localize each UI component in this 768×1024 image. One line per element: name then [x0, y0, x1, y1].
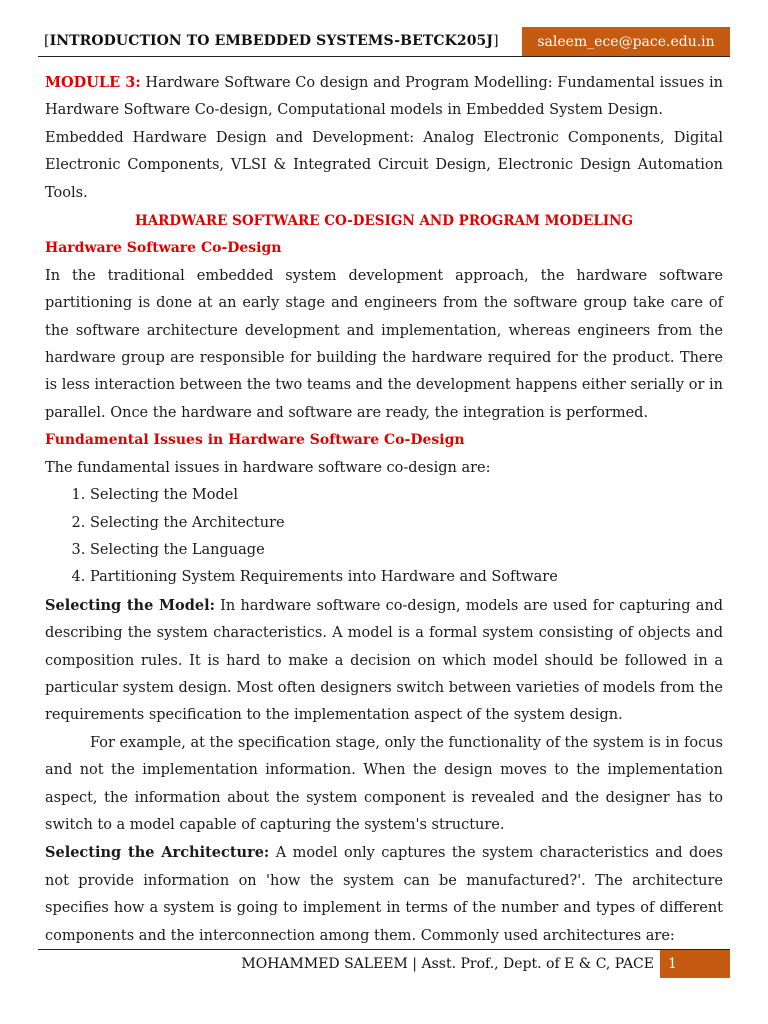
- footer-author: MOHAMMED SALEEM | Asst. Prof., Dept. of E & C, PACE: [241, 956, 654, 972]
- page-number: 1: [660, 950, 730, 978]
- list-item: 2. Selecting the Architecture: [90, 510, 723, 537]
- issues-list: [45, 482, 723, 592]
- issues-intro: The fundamental issues in hardware software co-design are:: [45, 459, 491, 476]
- page-footer: [38, 949, 730, 979]
- model-paragraph: Selecting the Model: In hardware software co-design, models are used for capturing and describing the system characteristics. A model is a formal system consisting of objects and composition rules. It is hard to make a decision on which model should be followed in a particular system design. Most often designers switch between varieties of models from the requirements specification to the implementation aspect of the system design.: [45, 596, 723, 724]
- module-label: MODULE 3:: [45, 74, 141, 91]
- example-paragraph: For example, at the specification stage, only the functionality of the system is in focus and not the implementation information. When the design moves to the implementation aspect, the information about the system component is revealed and the designer has to switch to a model capable of capturing the system's structure.: [45, 734, 723, 833]
- header-divider: [38, 56, 730, 57]
- architecture-label: Selecting the Architecture:: [45, 844, 270, 862]
- model-label: Selecting the Model:: [45, 596, 215, 614]
- list-item: 1. Selecting the Model: [90, 482, 723, 509]
- list-item: 3. Selecting the Language: [90, 537, 723, 564]
- page-header: [38, 27, 730, 57]
- footer-divider: [38, 949, 730, 950]
- issues-heading: Fundamental Issues in Hardware Software Co-Design: [45, 432, 465, 449]
- codesign-heading: Hardware Software Co-Design: [45, 240, 282, 257]
- architecture-paragraph: Selecting the Architecture: A model only captures the system characteristics and does not provide information on 'how the system can be manufactured?'. The architecture specifies how a system is going to implement in terms of the number and types of different components and the interconnection among them. Commonly used architectures are:: [45, 844, 724, 944]
- document-body: [45, 69, 723, 950]
- header-title: [INTRODUCTION TO EMBEDDED SYSTEMS-BETCK205J]: [44, 33, 499, 49]
- module-paragraph-2: Embedded Hardware Design and Development: Analog Electronic Components, Digital Electronic Components, VLSI & Integrated Circuit Design, Electronic Design Automation Tools.: [45, 129, 723, 201]
- section-title: HARDWARE SOFTWARE CO-DESIGN AND PROGRAM MODELING: [134, 213, 634, 230]
- codesign-paragraph: In the traditional embedded system development approach, the hardware software partitioning is done at an early stage and engineers from the software group take care of the software architecture development and implementation, whereas engineers from the hardware group are responsible for building the hardware required for the product. There is less interaction between the two teams and the development happens either serially or in parallel. Once the hardware and software are ready, the integration is performed.: [45, 267, 723, 421]
- module-paragraph: MODULE 3: Hardware Software Co design and Program Modelling: Fundamental issues in Hardware Software Co-design, Computational models in Embedded System Design.: [45, 74, 723, 119]
- list-item: 4. Partitioning System Requirements into Hardware and Software: [90, 564, 723, 591]
- header-email[interactable]: saleem_ece@pace.edu.in: [522, 27, 730, 56]
